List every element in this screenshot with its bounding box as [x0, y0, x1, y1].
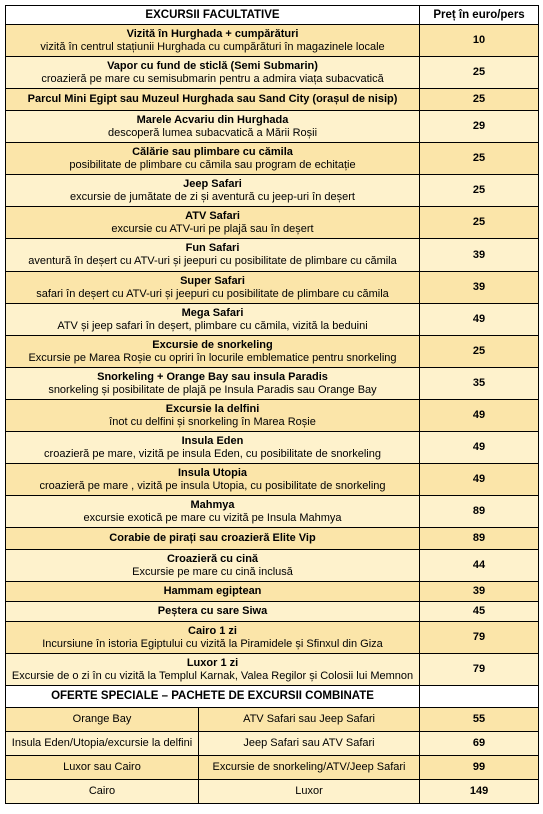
excursion-cell: [6, 550, 420, 582]
excursion-title: ATV Safari: [185, 209, 240, 222]
table-row: [6, 272, 539, 304]
excursion-price: 39: [420, 272, 539, 304]
excursion-description: Excursie de o zi în cu vizită la Templul Karnak, Valea Regilor și Colosii lui Memnon: [11, 669, 414, 682]
table-header-row: [6, 6, 539, 25]
table-row: [6, 654, 539, 686]
excursion-price: 79: [420, 654, 539, 686]
excursion-cell: [6, 622, 420, 654]
offer-package-a: Luxor sau Cairo: [6, 756, 199, 780]
excursion-title: Cairo 1 zi: [188, 624, 237, 637]
excursion-cell: [6, 432, 420, 464]
excursion-cell: [6, 175, 420, 207]
excursion-title: Hammam egiptean: [163, 585, 262, 597]
excursion-cell: [6, 496, 420, 528]
excursion-price: 49: [420, 432, 539, 464]
excursion-price: 49: [420, 400, 539, 432]
offer-package-b: Luxor: [199, 780, 420, 804]
table-row: [6, 239, 539, 272]
excursion-description: croazieră pe mare cu semisubmarin pentru a admira viața subacvatică: [41, 72, 384, 85]
excursion-description: croazieră pe mare , vizită pe insula Utopia, cu posibilitate de snorkeling: [39, 479, 386, 492]
excursion-title: Excursie de snorkeling: [152, 338, 273, 351]
offer-package-b: Jeep Safari sau ATV Safari: [199, 732, 420, 756]
table-row: [6, 400, 539, 432]
excursion-title: Super Safari: [180, 274, 245, 287]
table-row: [6, 528, 539, 550]
excursion-cell: [6, 654, 420, 686]
excursion-cell: [6, 272, 420, 304]
offers-header-row: [6, 686, 539, 708]
excursion-cell: [6, 368, 420, 400]
excursion-description: posibilitate de plimbare cu cămila sau program de echitație: [69, 158, 356, 171]
excursion-price: 39: [420, 582, 539, 602]
offers-header-empty: [420, 686, 539, 708]
excursion-description: Excursie pe Marea Roșie cu opriri în locurile emblematice pentru snorkeling: [28, 351, 397, 364]
offer-row: [6, 756, 539, 780]
table-row: [6, 57, 539, 89]
excursion-title: Insula Utopia: [177, 466, 248, 479]
excursion-cell: [6, 143, 420, 175]
table-row: [6, 304, 539, 336]
excursion-description: Excursie pe mare cu cină inclusă: [132, 565, 293, 578]
excursion-description: safari în deșert cu ATV-uri și jeepuri cu posibilitate de plimbare cu cămila: [36, 287, 389, 300]
excursion-description: descoperă lumea subacvatică a Mării Roșii: [107, 126, 318, 139]
table-row: [6, 464, 539, 496]
excursion-price: 25: [420, 207, 539, 239]
excursion-price: 25: [420, 143, 539, 175]
offer-package-a: Orange Bay: [6, 708, 199, 732]
excursions-price-table: [5, 5, 538, 809]
excursion-title: Fun Safari: [185, 242, 240, 254]
excursion-price: 89: [420, 528, 539, 550]
table-row: [6, 336, 539, 368]
excursion-cell: [6, 239, 420, 272]
excursion-description: înot cu delfini și snorkeling în Marea Roșie: [109, 415, 316, 428]
excursion-cell: [6, 400, 420, 432]
header-price: Preț în euro/pers: [420, 6, 539, 25]
excursion-title: Călărie sau plimbare cu cămila: [132, 145, 293, 158]
excursion-title: Luxor 1 zi: [186, 656, 239, 669]
table-row: [6, 602, 539, 622]
excursion-price: 25: [420, 57, 539, 89]
excursion-title: Excursie la delfini: [165, 402, 260, 415]
table-row: [6, 89, 539, 111]
excursion-cell: [6, 89, 420, 111]
excursion-price: 89: [420, 496, 539, 528]
excursion-description: excursie cu ATV-uri pe plajă sau în deșert: [111, 222, 314, 235]
table-row: [6, 111, 539, 143]
table-row: [6, 432, 539, 464]
excursion-cell: [6, 207, 420, 239]
excursion-description: ATV și jeep safari în deșert, plimbare cu cămila, vizită la beduini: [57, 319, 368, 332]
excursion-description: snorkeling și posibilitate de plajă pe Insula Paradis sau Orange Bay: [48, 383, 377, 396]
excursion-title: Marele Acvariu din Hurghada: [136, 113, 289, 126]
offer-package-b: Excursie de snorkeling/ATV/Jeep Safari: [199, 756, 420, 780]
excursion-price: 35: [420, 368, 539, 400]
excursion-title: Insula Eden: [181, 434, 244, 447]
excursion-price: 44: [420, 550, 539, 582]
excursion-title: Parcul Mini Egipt sau Muzeul Hurghada sau Sand City (orașul de nisip): [27, 93, 398, 105]
excursion-price: 39: [420, 239, 539, 272]
excursion-price: 49: [420, 304, 539, 336]
excursion-title: Vapor cu fund de sticlă (Semi Submarin): [107, 59, 318, 72]
excursion-price: 49: [420, 464, 539, 496]
excursion-description: Incursiune în istoria Egiptului cu vizită la Piramidele și Sfinxul din Giza: [42, 637, 383, 650]
excursion-cell: [6, 528, 420, 550]
table-row: [6, 175, 539, 207]
offer-row: [6, 708, 539, 732]
excursion-cell: [6, 57, 420, 89]
excursion-price: 29: [420, 111, 539, 143]
excursion-price: 10: [420, 25, 539, 57]
excursion-description: aventură în deșert cu ATV-uri și jeepuri cu posibilitate de plimbare cu cămila: [28, 255, 397, 267]
offer-row: [6, 732, 539, 756]
excursion-title: Vizită în Hurghada + cumpărături: [126, 27, 299, 40]
offer-price: 69: [420, 732, 539, 756]
table-row: [6, 368, 539, 400]
table-row: [6, 622, 539, 654]
excursion-price: 25: [420, 89, 539, 111]
header-title: EXCURSII FACULTATIVE: [6, 6, 420, 25]
excursion-price: 25: [420, 336, 539, 368]
offer-package-a: Cairo: [6, 780, 199, 804]
excursion-title: Mega Safari: [181, 306, 244, 319]
excursion-title: Peștera cu sare Siwa: [157, 605, 268, 617]
excursion-title: Mahmya: [190, 498, 235, 511]
excursion-cell: [6, 582, 420, 602]
table-row: [6, 207, 539, 239]
offer-price: 55: [420, 708, 539, 732]
offer-package-a: Insula Eden/Utopia/excursie la delfini: [6, 732, 199, 756]
excursion-description: croazieră pe mare, vizită pe insula Eden, cu posibilitate de snorkeling: [44, 447, 381, 460]
excursions-table: [5, 5, 539, 804]
offer-row: [6, 780, 539, 804]
table-row: [6, 550, 539, 582]
excursion-description: excursie de jumătate de zi și aventură cu jeep-uri în deșert: [70, 190, 355, 203]
excursion-title: Jeep Safari: [183, 177, 242, 190]
offers-title: OFERTE SPECIALE – PACHETE DE EXCURSII COMBINATE: [6, 686, 420, 708]
excursion-cell: [6, 304, 420, 336]
excursion-description: vizită în centrul stațiunii Hurghada cu cumpărături în magazinele locale: [40, 40, 385, 53]
excursion-cell: [6, 602, 420, 622]
excursion-title: Corabie de pirați sau croazieră Elite Vip: [109, 532, 316, 544]
offer-price: 149: [420, 780, 539, 804]
excursion-price: 25: [420, 175, 539, 207]
offer-price: 99: [420, 756, 539, 780]
table-row: [6, 143, 539, 175]
excursion-cell: [6, 25, 420, 57]
excursion-title: Snorkeling + Orange Bay sau insula Paradis: [97, 370, 328, 383]
excursion-price: 45: [420, 602, 539, 622]
excursion-cell: [6, 464, 420, 496]
table-row: [6, 582, 539, 602]
excursion-description: excursie exotică pe mare cu vizită pe Insula Mahmya: [83, 511, 342, 524]
excursion-cell: [6, 336, 420, 368]
offer-package-b: ATV Safari sau Jeep Safari: [199, 708, 420, 732]
excursion-cell: [6, 111, 420, 143]
excursion-title: Croazieră cu cină: [166, 552, 259, 565]
table-row: [6, 496, 539, 528]
table-row: [6, 25, 539, 57]
excursion-price: 79: [420, 622, 539, 654]
